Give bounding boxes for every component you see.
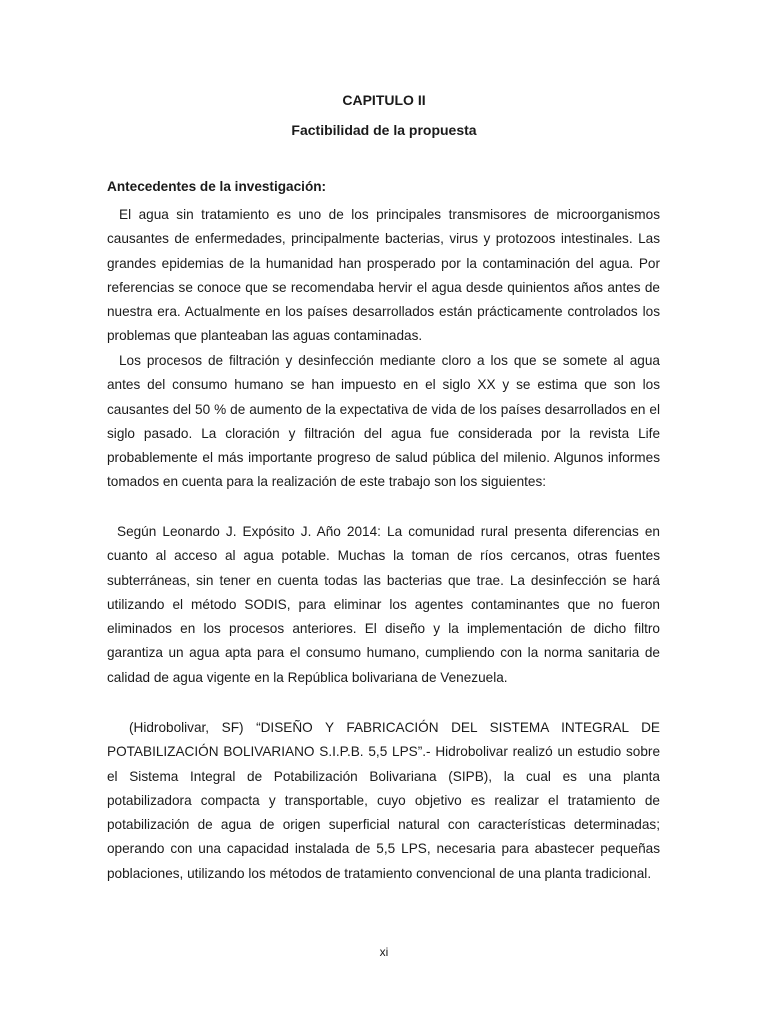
chapter-subtitle: Factibilidad de la propuesta: [291, 122, 477, 138]
paragraph-2: Los procesos de filtración y desinfección mediante cloro a los que se somete al agua antes del consumo humano se han impuesto en el siglo XX y se estima que son los causantes del 50 % de aumento de la expectativa de vida de los países desarrollados en el siglo pasado. La cloración y filtración del agua fue considerada por la revista Life probablemente el más importante progreso de salud pública del milenio. Algunos informes tomados en cuenta para la realización de este trabajo son los siguientes:: [107, 353, 660, 490]
section-heading: Antecedentes de la investigación:: [107, 179, 327, 194]
chapter-title: CAPITULO II: [342, 92, 426, 108]
paragraph-3: Según Leonardo J. Expósito J. Año 2014: La comunidad rural presenta diferencias en cuanto al acceso al agua potable. Muchas la toman de ríos cercanos, otras fuentes subterráneas, sin tener en cuenta todas las bacterias que trae. La desinfección se hará utilizando el método SODIS, para eliminar los agentes contaminantes que no fueron eliminados en los procesos anteriores. El diseño y la implementación de dicho filtro garantiza un agua apta para el consumo humano, cumpliendo con la norma sanitaria de calidad de agua vigente en la República bolivariana de Venezuela.: [107, 524, 660, 685]
paragraph-1: El agua sin tratamiento es uno de los principales transmisores de microorganismos causantes de enfermedades, principalmente bacterias, virus y protozoos intestinales. Las grandes epidemias de la humanidad han prosperado por la contaminación del agua. Por referencias se conoce que se recomendaba hervir el agua desde quinientos años antes de nuestra era. Actualmente en los países desarrollados están prácticamente controlados los problemas que planteaban las aguas contaminadas.: [107, 207, 660, 344]
paragraph-4: (Hidrobolivar, SF) “DISEÑO Y FABRICACIÓN DEL SISTEMA INTEGRAL DE POTABILIZACIÓN BOLIVARIANO S.I.P.B. 5,5 LPS”.- Hidrobolivar realizó un estudio sobre el Sistema Integral de Potabilización Bolivariana (SIPB), la cual es una planta potabilizadora compacta y transportable, cuyo objetivo es realizar el tratamiento de potabilización de agua de origen superficial natural con características determinadas; operando con una capacidad instalada de 5,5 LPS, necesaria para abastecer pequeñas poblaciones, utilizando los métodos de tratamiento convencional de una planta tradicional.: [107, 720, 660, 881]
page-number: xi: [379, 945, 389, 959]
